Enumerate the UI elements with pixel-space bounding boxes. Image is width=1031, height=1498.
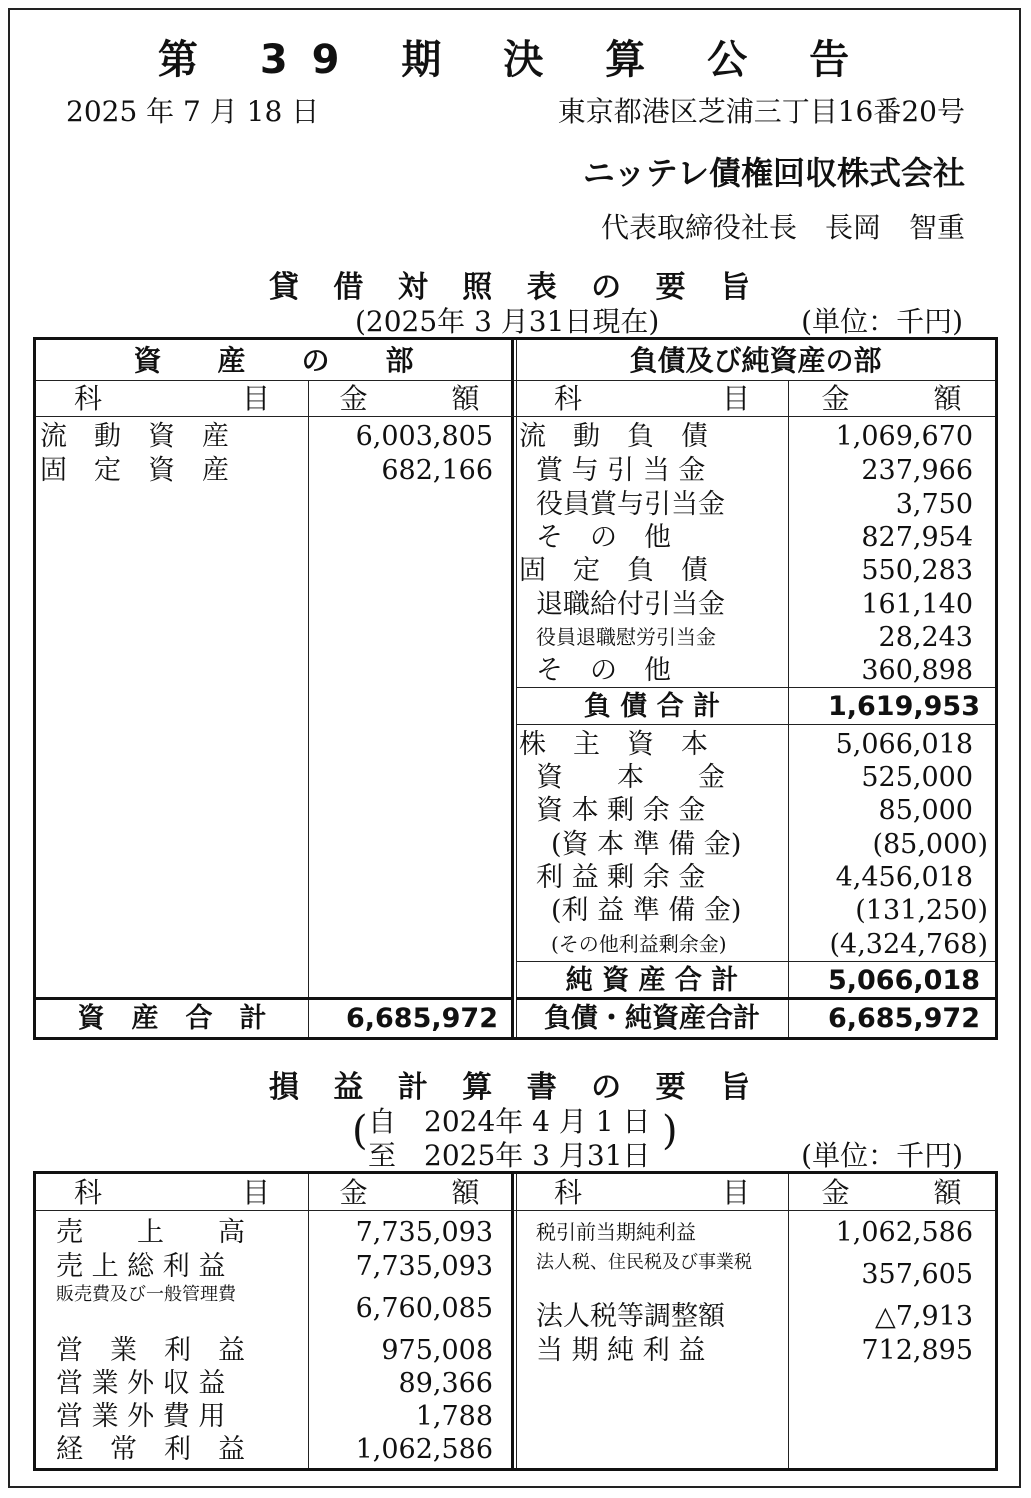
divider: [511, 340, 514, 1037]
grand-total-value: 6,685,972: [827, 1003, 980, 1034]
divider: [516, 1174, 517, 1468]
income-item-value: 1,062,586: [835, 1217, 973, 1248]
liability-label: 賞 与 引 当 金: [536, 455, 706, 486]
notice-date: 2025 年 7 月 18 日: [66, 95, 320, 128]
income-item-value: 712,895: [861, 1335, 973, 1366]
equity-total-label: 純 資 産 合 計: [565, 965, 739, 996]
period-bracket-close: ): [662, 1108, 678, 1154]
equity-label: (その他利益剰余金): [551, 932, 727, 956]
equity-label: 利 益 剰 余 金: [536, 862, 706, 893]
liability-value: 28,243: [878, 622, 973, 653]
asset-value: 682,166: [381, 455, 493, 486]
income-item-label: 経 常 利 益: [56, 1434, 245, 1465]
equity-label: 資 本 金: [536, 762, 725, 793]
balance-sheet-unit: (単位：千円): [801, 305, 963, 338]
col-item-header: 科 目: [73, 1176, 270, 1209]
col-amount-header: 金 額: [339, 382, 480, 415]
period-from: 自 2024年 4 月 1 日: [368, 1105, 651, 1138]
divider: [36, 997, 514, 1000]
divider: [516, 961, 995, 962]
liability-label: 流 動 負 債: [519, 421, 708, 452]
col-amount-header: 金 額: [821, 1176, 962, 1209]
asset-label: 固 定 資 産: [40, 455, 229, 486]
balance-sheet-heading: 貸 借 対 照 表 の 要 旨: [268, 270, 763, 305]
income-item-value: 357,605: [861, 1259, 973, 1290]
asset-label: 流 動 資 産: [40, 421, 229, 452]
liability-value: 1,069,670: [835, 421, 973, 452]
income-item-label: 営 業 外 収 益: [56, 1368, 226, 1399]
liability-value: 360,898: [861, 655, 973, 686]
income-item-label: 売 上 総 利 益: [56, 1251, 226, 1282]
col-amount-header: 金 額: [821, 382, 962, 415]
liability-value: 237,966: [861, 455, 973, 486]
liabilities-total-value: 1,619,953: [827, 691, 980, 722]
liability-label: 固 定 負 債: [519, 555, 708, 586]
divider: [516, 724, 995, 725]
equity-label: (利 益 準 備 金): [551, 895, 742, 926]
assets-section-header: 資 産 の 部: [133, 344, 414, 377]
income-item-label: 税引前当期純利益: [536, 1220, 696, 1244]
income-item-label: 営 業 利 益: [56, 1335, 245, 1366]
assets-total-value: 6,685,972: [345, 1003, 498, 1034]
liability-value: 161,140: [861, 589, 973, 620]
income-item-value: 7,735,093: [355, 1251, 493, 1282]
period-to: 至 2025年 3 月31日: [368, 1139, 651, 1172]
col-item-header: 科 目: [73, 382, 270, 415]
liability-label: 退職給付引当金: [536, 589, 725, 620]
equity-label: 株 主 資 本: [519, 729, 708, 760]
equity-value: 85,000: [878, 795, 973, 826]
assets-total-label: 資 産 合 計: [77, 1003, 267, 1034]
notice-title: 第 39 期 決 算 公 告: [157, 37, 874, 83]
income-item-value: 6,760,085: [355, 1293, 493, 1324]
balance-sheet-date: (2025年 3 月31日現在): [355, 305, 660, 338]
equity-total-value: 5,066,018: [827, 965, 980, 996]
company-address: 東京都港区芝浦三丁目16番20号: [557, 95, 965, 128]
equity-label: 資 本 剰 余 金: [536, 795, 706, 826]
liabilities-section-header: 負債及び純資産の部: [629, 344, 882, 377]
income-item-label: 売 上 高: [56, 1217, 245, 1248]
income-item-label: 販売費及び一般管理費: [56, 1284, 236, 1305]
divider: [516, 340, 517, 1037]
equity-value: (4,324,768): [829, 929, 988, 960]
income-statement-heading: 損 益 計 算 書 の 要 旨: [268, 1070, 763, 1105]
representative: 代表取締役社長 長岡 智重: [600, 211, 965, 244]
income-item-label: 当 期 純 利 益: [536, 1335, 706, 1366]
income-item-value: 7,735,093: [355, 1217, 493, 1248]
equity-value: 4,456,018: [835, 862, 973, 893]
grand-total-label: 負債・純資産合計: [544, 1003, 760, 1034]
equity-value: (85,000): [872, 829, 988, 860]
income-item-label: 法人税、住民税及び事業税: [536, 1252, 752, 1273]
income-item-label: 営 業 外 費 用: [56, 1401, 226, 1432]
asset-value: 6,003,805: [355, 421, 493, 452]
liability-label: そ の 他: [536, 655, 671, 686]
income-item-label: 法人税等調整額: [536, 1301, 725, 1332]
period-bracket-open: (: [352, 1108, 368, 1154]
equity-label: (資 本 準 備 金): [551, 829, 742, 860]
liability-label: 役員退職慰労引当金: [536, 625, 716, 649]
liability-value: 827,954: [861, 522, 973, 553]
liabilities-total-label: 負 債 合 計: [583, 691, 721, 722]
col-item-header: 科 目: [553, 1176, 750, 1209]
income-statement-table: [33, 1171, 998, 1471]
income-item-value: △7,913: [874, 1301, 973, 1332]
income-item-value: 975,008: [381, 1335, 493, 1366]
income-item-value: 89,366: [398, 1368, 493, 1399]
divider: [516, 997, 995, 1000]
income-statement-unit: (単位：千円): [801, 1139, 963, 1172]
equity-value: 5,066,018: [835, 729, 973, 760]
liability-value: 550,283: [861, 555, 973, 586]
divider: [36, 380, 995, 381]
equity-value: 525,000: [861, 762, 973, 793]
balance-sheet-table: [33, 337, 998, 1040]
divider: [36, 1210, 995, 1211]
company-name: ニッテレ債権回収株式会社: [582, 154, 965, 192]
divider: [36, 416, 995, 417]
divider: [516, 687, 995, 688]
liability-value: 3,750: [895, 489, 973, 520]
col-item-header: 科 目: [553, 382, 750, 415]
income-item-value: 1,062,586: [355, 1434, 493, 1465]
col-amount-header: 金 額: [339, 1176, 480, 1209]
equity-value: (131,250): [855, 895, 988, 926]
income-item-value: 1,788: [415, 1401, 493, 1432]
liability-label: 役員賞与引当金: [536, 489, 725, 520]
liability-label: そ の 他: [536, 522, 671, 553]
divider: [511, 1174, 514, 1468]
